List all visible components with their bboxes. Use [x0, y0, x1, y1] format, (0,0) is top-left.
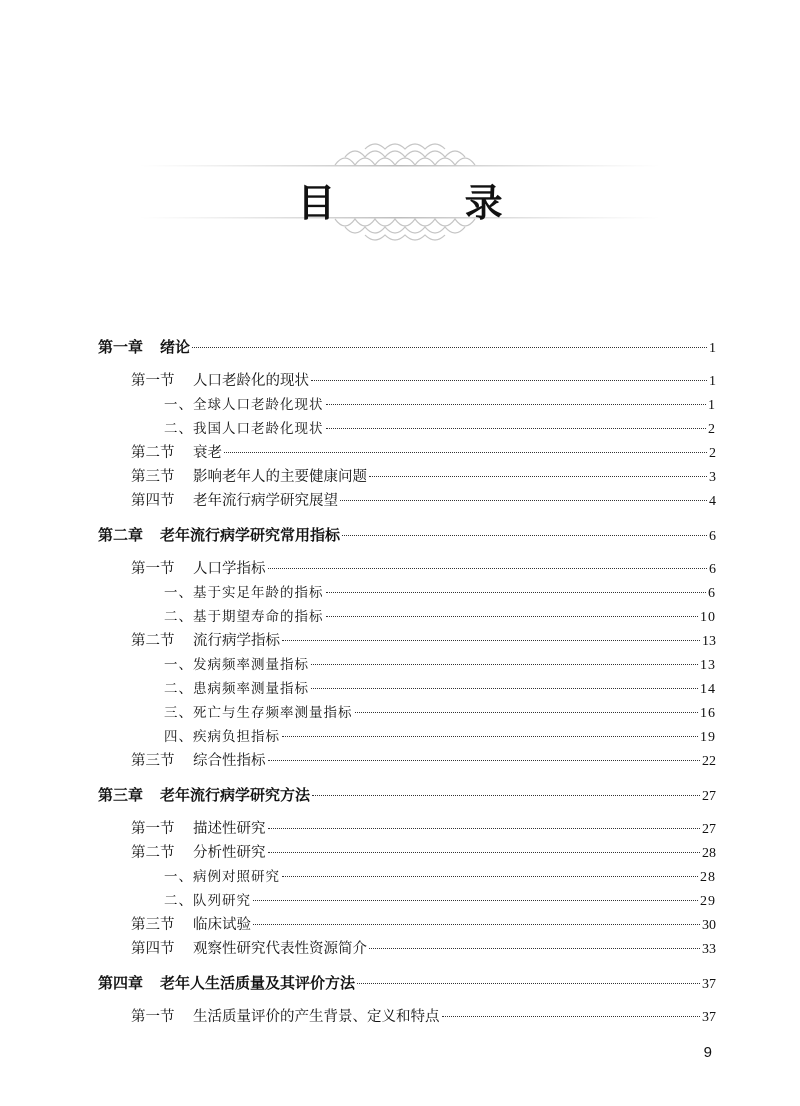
toc-page: 22 — [702, 754, 716, 769]
toc-number: 第一节 — [131, 821, 175, 837]
toc-label: 人口学指标 — [193, 561, 266, 577]
dot-leader — [268, 852, 701, 853]
toc-label: 二、队列研究 — [164, 893, 251, 909]
toc-chapter[interactable] — [98, 971, 716, 995]
page-title: 目 录 — [297, 181, 561, 225]
toc-label: 绪论 — [160, 338, 191, 356]
toc-item[interactable] — [98, 393, 716, 417]
dot-leader — [326, 616, 699, 617]
toc-label: 三、死亡与生存频率测量指标 — [164, 705, 353, 721]
dot-leader — [355, 712, 699, 713]
dot-leader — [282, 640, 700, 641]
toc-page: 14 — [700, 682, 716, 697]
dot-leader — [369, 948, 700, 949]
toc-number: 第一节 — [131, 561, 175, 577]
toc-section[interactable] — [98, 465, 716, 489]
toc-chapter[interactable] — [98, 335, 716, 359]
toc-label: 观察性研究代表性资源简介 — [193, 941, 367, 957]
toc-chapter[interactable] — [98, 783, 716, 807]
dot-leader — [340, 500, 707, 501]
toc-item[interactable] — [98, 889, 716, 913]
toc-label: 一、发病频率测量指标 — [164, 657, 309, 673]
dot-leader — [268, 568, 708, 569]
toc-page: 6 — [708, 586, 716, 601]
toc-page: 28 — [700, 870, 716, 885]
toc-page: 33 — [702, 942, 716, 957]
toc-label: 描述性研究 — [193, 821, 266, 837]
toc-number: 第三节 — [131, 753, 175, 769]
toc-section[interactable] — [98, 817, 716, 841]
dot-leader — [312, 795, 700, 796]
toc-page: 4 — [709, 494, 716, 509]
toc-page: 27 — [702, 789, 716, 804]
toc-page: 2 — [708, 422, 716, 437]
toc-page: 1 — [708, 398, 716, 413]
toc-item[interactable] — [98, 417, 716, 441]
page-number: 9 — [703, 1044, 712, 1061]
toc-item[interactable] — [98, 605, 716, 629]
dot-leader — [442, 1016, 701, 1017]
toc-page: 2 — [709, 446, 716, 461]
toc-number: 第二节 — [131, 845, 175, 861]
toc-label: 一、基于实足年龄的指标 — [164, 585, 324, 601]
toc-page: 13 — [700, 658, 716, 673]
dot-leader — [311, 688, 698, 689]
toc-section[interactable] — [98, 557, 716, 581]
toc-section[interactable] — [98, 913, 716, 937]
toc-label: 老年人生活质量及其评价方法 — [160, 974, 356, 992]
toc-label: 老年流行病学研究常用指标 — [160, 526, 341, 544]
toc-item[interactable] — [98, 725, 716, 749]
toc-item[interactable] — [98, 653, 716, 677]
toc-page: 13 — [702, 634, 716, 649]
dot-leader — [369, 476, 707, 477]
dot-leader — [224, 452, 707, 453]
toc-label: 影响老年人的主要健康问题 — [193, 469, 367, 485]
toc-label: 一、全球人口老龄化现状 — [164, 397, 324, 413]
toc-section[interactable] — [98, 369, 716, 393]
toc-number: 第一节 — [131, 373, 175, 389]
toc-page: 1 — [709, 374, 716, 389]
dot-leader — [253, 924, 700, 925]
toc-page: 3 — [709, 470, 716, 485]
toc-number: 第四章 — [98, 974, 144, 992]
toc-label: 二、基于期望寿命的指标 — [164, 609, 324, 625]
dot-leader — [282, 876, 698, 877]
toc-number: 第二章 — [98, 526, 144, 544]
toc-page: 1 — [709, 341, 716, 356]
toc-page: 37 — [702, 977, 716, 992]
toc-page: 16 — [700, 706, 716, 721]
toc-label: 老年流行病学研究展望 — [193, 493, 338, 509]
table-of-contents — [98, 335, 716, 1029]
dot-leader — [326, 592, 707, 593]
toc-section[interactable] — [98, 841, 716, 865]
toc-item[interactable] — [98, 581, 716, 605]
toc-number: 第三章 — [98, 786, 144, 804]
toc-label: 衰老 — [193, 445, 222, 461]
toc-number: 第三节 — [131, 917, 175, 933]
dot-leader — [342, 535, 707, 536]
toc-page: 19 — [700, 730, 716, 745]
dot-leader — [326, 404, 707, 405]
toc-label: 流行病学指标 — [193, 633, 280, 649]
dot-leader — [311, 664, 698, 665]
dot-leader — [253, 900, 698, 901]
toc-number: 第二节 — [131, 445, 175, 461]
toc-label: 临床试验 — [193, 917, 251, 933]
toc-page: 37 — [702, 1010, 716, 1025]
toc-page: 28 — [702, 846, 716, 861]
toc-number: 第四节 — [131, 493, 175, 509]
toc-section[interactable] — [98, 441, 716, 465]
dot-leader — [326, 428, 707, 429]
toc-label: 老年流行病学研究方法 — [160, 786, 311, 804]
toc-section[interactable] — [98, 937, 716, 961]
toc-section[interactable] — [98, 749, 716, 773]
dot-leader — [357, 983, 700, 984]
toc-item[interactable] — [98, 677, 716, 701]
toc-label: 二、患病频率测量指标 — [164, 681, 309, 697]
toc-page: 10 — [700, 610, 716, 625]
toc-page: 6 — [709, 562, 716, 577]
toc-label: 生活质量评价的产生背景、定义和特点 — [193, 1009, 440, 1025]
toc-number: 第二节 — [131, 633, 175, 649]
toc-page: 29 — [700, 894, 716, 909]
toc-page: 27 — [702, 822, 716, 837]
toc-number: 第四节 — [131, 941, 175, 957]
toc-chapter[interactable] — [98, 523, 716, 547]
toc-label: 分析性研究 — [193, 845, 266, 861]
toc-label: 一、病例对照研究 — [164, 869, 280, 885]
toc-label: 四、疾病负担指标 — [164, 729, 280, 745]
dot-leader — [192, 347, 707, 348]
dot-leader — [268, 828, 701, 829]
toc-number: 第三节 — [131, 469, 175, 485]
toc-section[interactable] — [98, 1005, 716, 1029]
toc-label: 二、我国人口老龄化现状 — [164, 421, 324, 437]
toc-item[interactable] — [98, 865, 716, 889]
toc-label: 综合性指标 — [193, 753, 266, 769]
toc-section[interactable] — [98, 629, 716, 653]
toc-item[interactable] — [98, 701, 716, 725]
toc-number: 第一章 — [98, 338, 144, 356]
toc-label: 人口老龄化的现状 — [193, 373, 309, 389]
dot-leader — [268, 760, 701, 761]
toc-page: 6 — [709, 529, 716, 544]
dot-leader — [311, 380, 707, 381]
toc-page: 30 — [702, 918, 716, 933]
toc-number: 第一节 — [131, 1009, 175, 1025]
dot-leader — [282, 736, 698, 737]
toc-section[interactable] — [98, 489, 716, 513]
